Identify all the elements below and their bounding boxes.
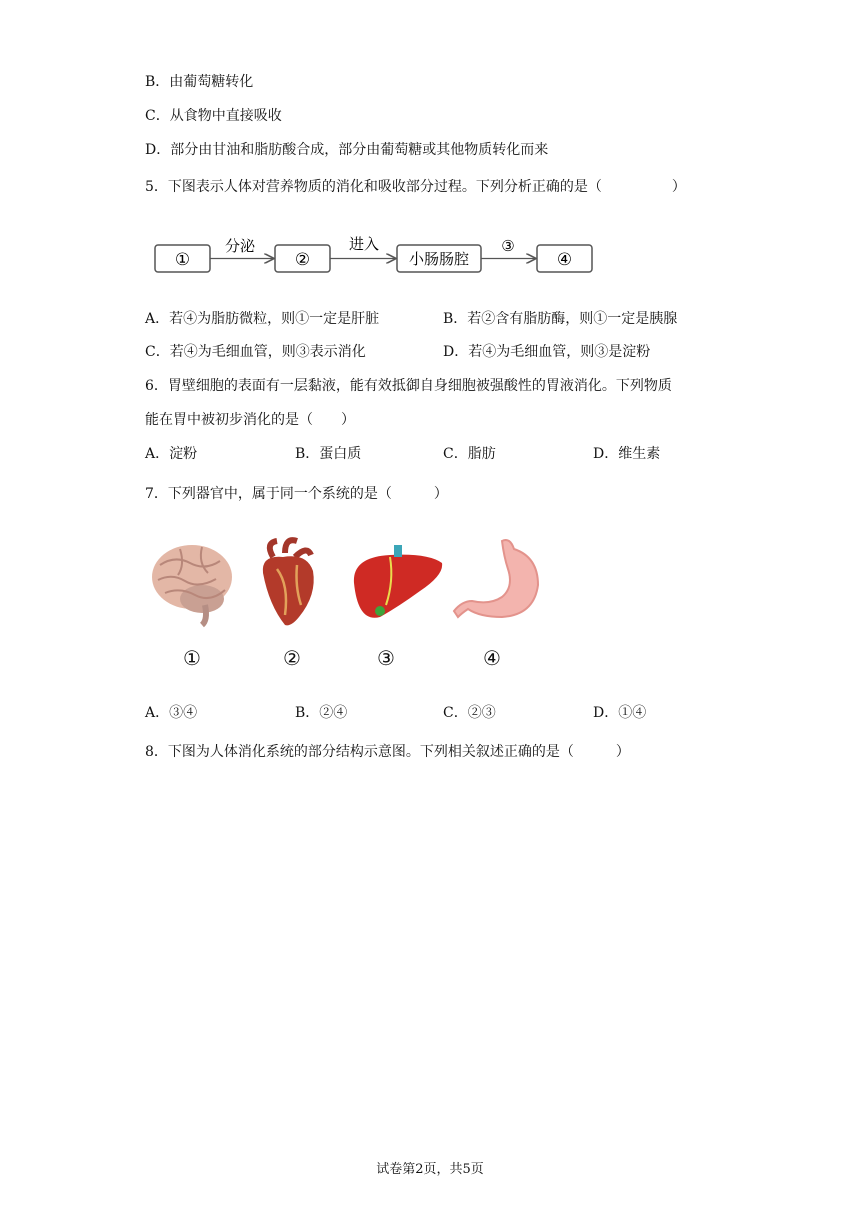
flow-box-2-label: ② — [294, 250, 311, 270]
q5-stem: 5．下图表示人体对营养物质的消化和吸收部分过程。下列分析正确的是（ ） — [145, 179, 686, 195]
flow-arrow-1 — [210, 237, 273, 259]
q6-option-a: A．淀粉 — [145, 446, 198, 462]
stomach-icon — [450, 535, 545, 630]
organ-label-2: ② — [283, 646, 301, 670]
flow-box-1-label: ① — [174, 250, 191, 270]
q7-option-d: D．①④ — [593, 705, 647, 721]
flow-box-4 — [537, 245, 592, 272]
organ-label-1: ① — [183, 646, 201, 670]
q8-stem: 8．下图为人体消化系统的部分结构示意图。下列相关叙述正确的是（ ） — [145, 744, 630, 760]
q4-option-c: C．从食物中直接吸收 — [145, 108, 282, 124]
q5-option-a: A．若④为脂肪微粒，则①一定是肝脏 — [145, 311, 380, 327]
flow-arrow-2 — [330, 235, 395, 259]
q7-option-a: A．③④ — [145, 705, 198, 721]
q7-option-b: B．②④ — [295, 705, 348, 721]
q5-option-c: C．若④为毛细血管，则③表示消化 — [145, 344, 366, 360]
q4-option-b: B．由葡萄糖转化 — [145, 74, 254, 90]
q6-stem-line1: 6．胃壁细胞的表面有一层黏液，能有效抵御自身细胞被强酸性的胃液消化。下列物质 — [145, 378, 672, 394]
organ-label-4: ④ — [483, 646, 501, 670]
flow-arrow-3 — [481, 237, 535, 259]
q7-organ-figures — [145, 535, 565, 675]
flow-box-2 — [275, 245, 330, 272]
q6-option-b: B．蛋白质 — [295, 446, 362, 462]
q5-flow-diagram — [145, 228, 605, 284]
heart-icon — [255, 535, 320, 630]
q6-option-c: C．脂肪 — [443, 446, 496, 462]
flow-box-3-label: 小肠肠腔 — [408, 250, 470, 268]
flow-arrow-3-label: ③ — [501, 237, 515, 255]
flow-box-3 — [397, 245, 481, 272]
q6-option-d: D．维生素 — [593, 446, 661, 462]
page-footer: 试卷第2页，共5页 — [376, 1162, 484, 1177]
q4-option-d: D．部分由甘油和脂肪酸合成，部分由葡萄糖或其他物质转化而来 — [145, 142, 549, 158]
q6-stem-line2: 能在胃中被初步消化的是（ ） — [145, 412, 355, 428]
flow-arrow-2-label: 进入 — [348, 235, 380, 253]
brain-icon — [150, 535, 240, 630]
q7-stem: 7．下列器官中，属于同一个系统的是（ ） — [145, 486, 448, 502]
q5-option-d: D．若④为毛细血管，则③是淀粉 — [443, 344, 651, 360]
q7-option-c: C．②③ — [443, 705, 496, 721]
flow-box-1 — [155, 245, 210, 272]
flow-box-4-label: ④ — [556, 250, 573, 270]
q5-option-b: B．若②含有脂肪酶，则①一定是胰腺 — [443, 311, 678, 327]
organ-label-3: ③ — [377, 646, 395, 670]
flow-arrow-1-label: 分泌 — [224, 237, 256, 255]
liver-icon — [350, 535, 445, 630]
